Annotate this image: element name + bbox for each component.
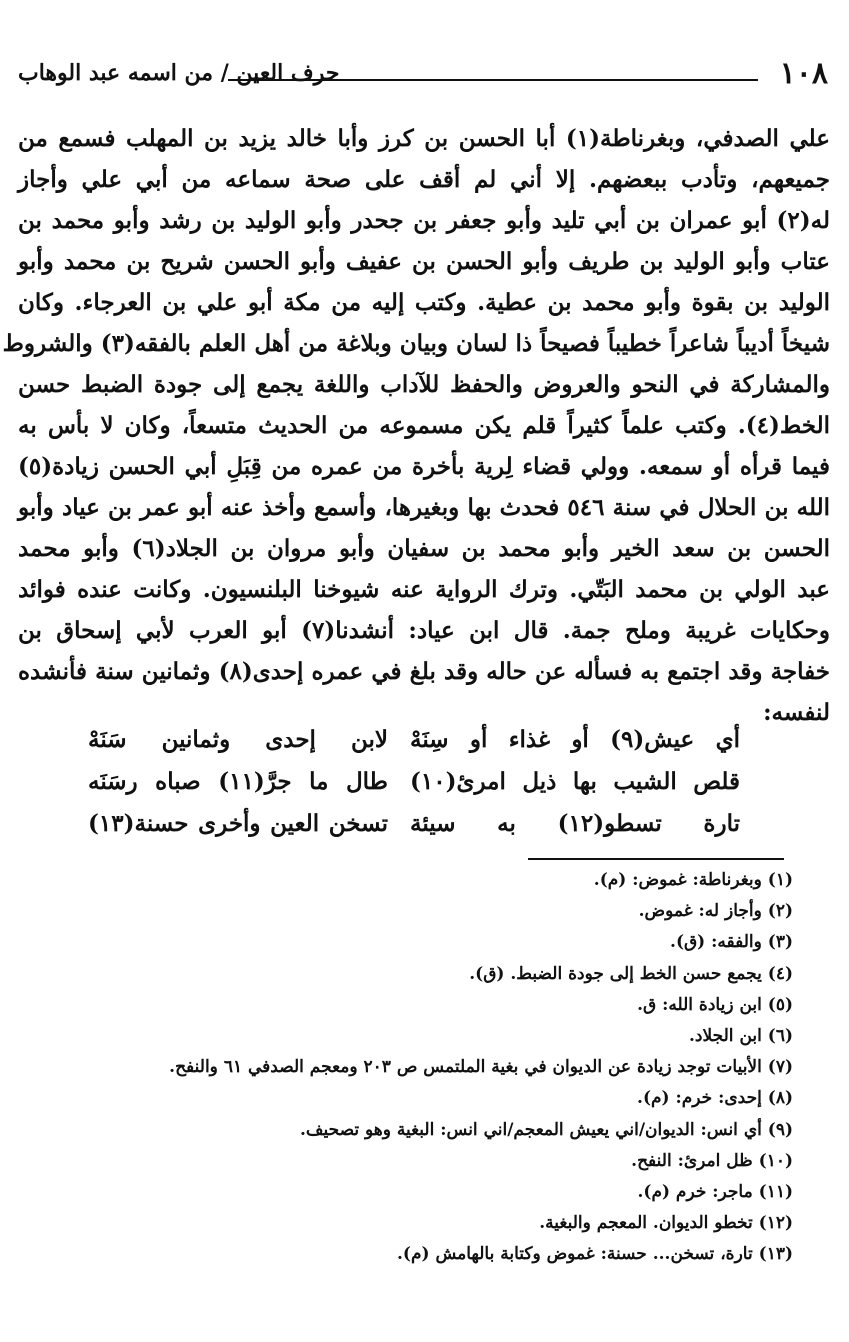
poem (18, 726, 830, 852)
text-line: لنفسه: (763, 699, 830, 726)
text-line: الله بن الحلال في سنة ٥٤٦ فحدث بها وبغيرها، وأسمع وأخذ عنه أبو عمر بن عياد وأبو (18, 494, 830, 521)
text-line: علي الصدفي، وبغرناطة(١) أبا الحسن بن كرز وأبا خالد يزيد بن المهلب فسمع من (18, 125, 830, 152)
footnote: (٨) إحدى: خرم: (م). (637, 1088, 793, 1109)
text-line: والمشاركة في النحو والعروض والحفظ للآداب واللغة يجمع إلى جودة الضبط حسن (18, 371, 830, 398)
running-title: حرف العين / من اسمه عبد الوهاب (18, 60, 340, 86)
footnote: (٧) الأبيات توجد زيادة عن الديوان في بغية الملتمس ص ٢٠٣ ومعجم الصدفي ٦١ والنفح. (169, 1057, 793, 1078)
footnote: (١٠) ظل امرئ: النفح. (631, 1150, 793, 1171)
poem-verse (18, 810, 830, 852)
footnote: (٣) والفقه: (ق). (670, 932, 793, 953)
footnote: (٦) ابن الجلاد. (689, 1026, 793, 1047)
footnote: (٩) أي انس: الديوان/اني يعيش المعجم/اني انس: البغية وهو تصحيف. (299, 1119, 793, 1140)
footnote: (٤) يجمع حسن الخط إلى جودة الضبط. (ق). (469, 963, 793, 984)
verse-second-hemistich: تسخن العين وأخرى حسنة(١٣) (88, 810, 388, 837)
verse-first-hemistich: أي عيش(٩) أو غذاء أو سِنَهْ (410, 726, 740, 753)
main-text (2, 118, 831, 733)
footnote-separator (528, 858, 784, 860)
poem-verse (18, 726, 830, 768)
footnotes (73, 865, 793, 1271)
text-line: شيخاً أديباً شاعراً خطيباً فصيحاً ذا لسان وبيان وبلاغة من أهل العلم بالفقه(٣) والشروط (2, 330, 830, 357)
footnote: (٢) وأجاز له: غموض. (638, 901, 793, 922)
text-line: الوليد بن بقوة وأبو محمد بن عطية. وكتب إليه من مكة أبو علي بن العرجاء. وكان (18, 289, 830, 316)
text-line: الحسن بن سعد الخير وأبو محمد بن سفيان وأبو مروان بن الجلاد(٦) وأبو محمد (18, 535, 830, 562)
text-line: خفاجة وقد اجتمع به فسأله عن حاله وقد بلغ في عمره إحدى(٨) وثمانين سنة فأنشده (18, 658, 831, 685)
verse-second-hemistich: طال ما جرَّ(١١) صباه رسَنَه (88, 768, 388, 795)
text-line: عتاب وأبو الوليد بن طريف وأبو الحسن بن عفيف وأبو الحسن شريح بن محمد وأبو (18, 248, 830, 275)
text-line: وحكايات غريبة وملح جمة. قال ابن عياد: أنشدنا(٧) أبو العرب لأبي إسحاق بن (18, 617, 831, 644)
footnote: (١١) ماجر: خرم (م). (637, 1182, 793, 1203)
text-line: جميعهم، وتأدب ببعضهم. إلا أني لم أقف على صحة سماعه من أبي علي وأجاز (18, 166, 830, 193)
text-line: عبد الولي بن محمد البَتّي. وترك الرواية عنه شيوخنا البلنسيون. وكانت عنده فوائد (18, 576, 830, 603)
footnote: (١٣) تارة، تسخن... حسنة: غموض وكتابة بالهامش (م). (397, 1244, 793, 1265)
text-line: فيما قرأه أو سمعه. وولي قضاء لِرية بأخرة من عمره من قِبَلِ أبي الحسن زيادة(٥) (18, 453, 830, 480)
verse-first-hemistich: تارة تسطو(١٢) به سيئة (410, 810, 740, 837)
page-number: ١٠٨ (779, 56, 828, 91)
poem-verse (18, 768, 830, 810)
footnote: (١٢) تخطو الديوان. المعجم والبغية. (539, 1213, 793, 1234)
footnote: (٥) ابن زيادة الله: ق. (637, 994, 793, 1015)
text-line: له(٢) أبو عمران بن أبي تليد وأبو جعفر بن جحدر وأبو الوليد بن رشد وأبو محمد بن (18, 207, 830, 234)
verse-first-hemistich: قلص الشيب بها ذيل امرئ(١٠) (410, 768, 740, 795)
text-line: الخط(٤). وكتب علماً كثيراً قلم يكن مسموعه من الحديث متسعاً، وكان لا بأس به (18, 412, 830, 439)
verse-second-hemistich: لابن إحدى وثمانين سَنَهْ (88, 726, 388, 753)
page-header (18, 52, 828, 96)
footnote: (١) وبغرناطة: غموض: (م). (593, 870, 793, 890)
